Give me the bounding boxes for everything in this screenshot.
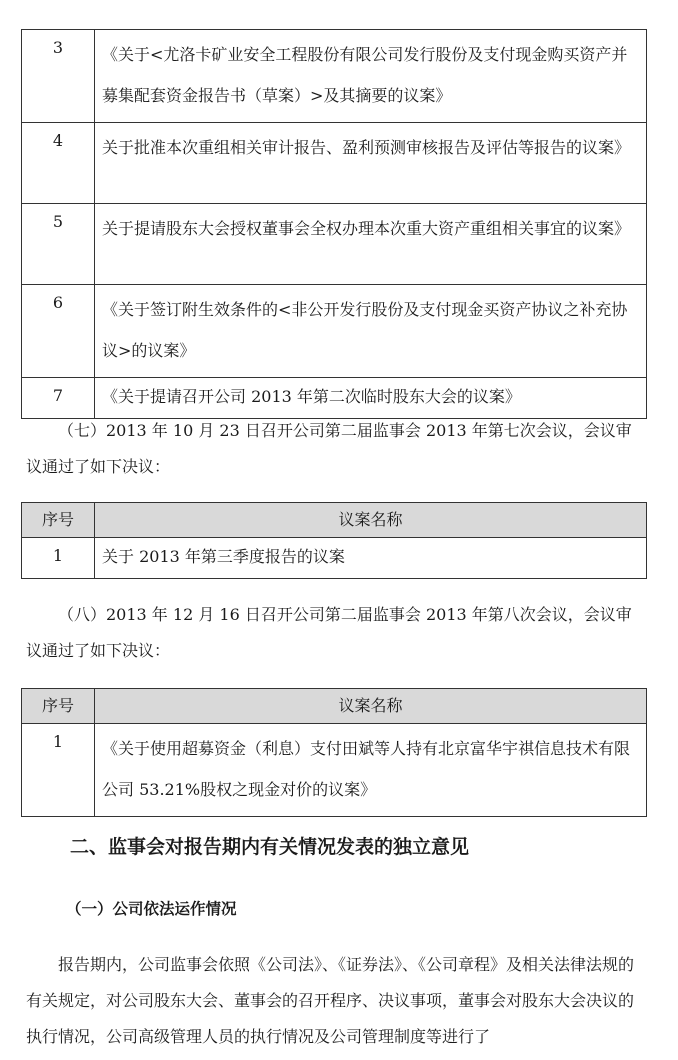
table-row	[22, 724, 647, 817]
resolutions-table-8	[21, 688, 647, 817]
table-row	[22, 285, 647, 378]
header-proposal-name: 议案名称	[95, 503, 647, 538]
header-number: 序号	[22, 689, 95, 724]
row-number: 5	[22, 204, 95, 285]
row-number: 6	[22, 285, 95, 378]
proposal-name: 《关于<尤洛卡矿业安全工程股份有限公司发行股份及支付现金购买资产并募集配套资金报告书（草案）>及其摘要的议案》	[95, 30, 647, 123]
resolutions-table-6	[21, 29, 647, 419]
proposal-name: 关于 2013 年第三季度报告的议案	[95, 538, 647, 579]
table-header	[22, 503, 647, 538]
header-number: 序号	[22, 503, 95, 538]
table-row	[22, 538, 647, 579]
body-paragraph: 报告期内，公司监事会依照《公司法》、《证券法》、《公司章程》及相关法律法规的有关规定，对公司股东大会、董事会的召开程序、决议事项，董事会对股东大会决议的执行情况，公司高级管理人员的执行情况及公司管理制度等进行了	[26, 955, 635, 1046]
row-number: 7	[22, 378, 95, 419]
proposal-name: 关于批准本次重组相关审计报告、盈利预测审核报告及评估等报告的议案》	[95, 123, 647, 204]
proposal-name: 关于提请股东大会授权董事会全权办理本次重大资产重组相关事宜的议案》	[95, 204, 647, 285]
meeting-8-paragraph: （八）2013 年 12 月 16 日召开公司第二届监事会 2013 年第八次会议，会议审议通过了如下决议：	[26, 605, 632, 660]
row-number: 1	[22, 724, 95, 817]
proposal-name: 《关于使用超募资金（利息）支付田斌等人持有北京富华宇祺信息技术有限公司 53.21%股权之现金对价的议案》	[95, 724, 647, 817]
section-heading: 二、监事会对报告期内有关情况发表的独立意见	[70, 836, 470, 858]
proposal-name: 《关于签订附生效条件的<非公开发行股份及支付现金买资产协议之补充协议>的议案》	[95, 285, 647, 378]
meeting-7-paragraph: （七）2013 年 10 月 23 日召开公司第二届监事会 2013 年第七次会议，会议审议通过了如下决议：	[26, 421, 632, 476]
table-header	[22, 689, 647, 724]
row-number: 4	[22, 123, 95, 204]
header-proposal-name: 议案名称	[95, 689, 647, 724]
row-number: 3	[22, 30, 95, 123]
table-row	[22, 123, 647, 204]
table-row	[22, 204, 647, 285]
proposal-name: 《关于提请召开公司 2013 年第二次临时股东大会的议案》	[95, 378, 647, 419]
resolutions-table-7	[21, 502, 647, 579]
table-row	[22, 30, 647, 123]
subsection-heading: （一）公司依法运作情况	[66, 900, 237, 918]
row-number: 1	[22, 538, 95, 579]
